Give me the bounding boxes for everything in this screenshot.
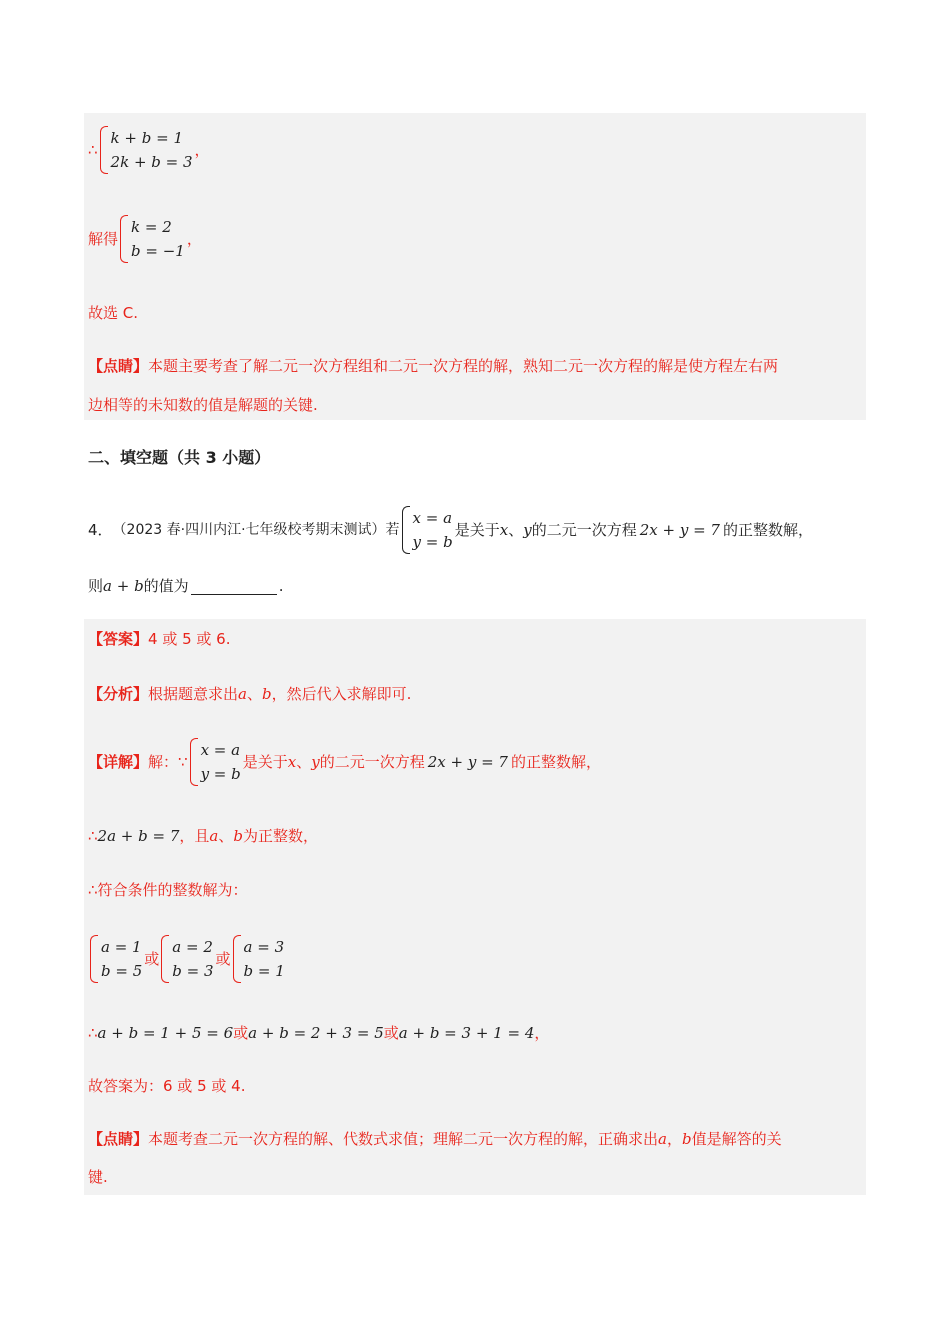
equation: 2x + y = 7 [639, 521, 720, 539]
var-a: a [238, 685, 247, 703]
or-word: 或 [233, 1024, 249, 1042]
question-number: 4． [88, 521, 113, 539]
system-row-2: y = b [200, 765, 241, 783]
question-text: 则 [88, 577, 104, 595]
system-row-2: b = 1 [243, 962, 285, 980]
var-y: y [523, 521, 532, 539]
var-b: b [233, 827, 243, 845]
equation: 2a + b = 7 [97, 827, 180, 845]
var-x: x [499, 521, 509, 539]
system-row-2: y = b [412, 533, 453, 551]
dianjing-text: 本题考查二元一次方程的解、代数式求值；理解二元一次方程的解，正确求出 [148, 1130, 659, 1148]
detail-text: ，且 [179, 827, 210, 845]
solution-line-system [88, 126, 210, 174]
choice-line: 故选 C. [88, 304, 139, 322]
or-word: 或 [215, 950, 231, 968]
system-row-2: b = −1 [131, 242, 185, 260]
system-row-1: a = 2 [172, 938, 213, 956]
therefore-symbol: ∴ [88, 141, 98, 159]
detail-line-3: ∴符合条件的整数解为： [88, 881, 248, 899]
therefore-symbol: ∴ [88, 1024, 98, 1042]
system-row-1: k + b = 1 [110, 129, 183, 147]
solution-line-result [88, 215, 202, 263]
punctuation: . [278, 577, 284, 595]
analysis-text: 根据题意求出 [148, 685, 239, 703]
dianjing-tag: 【点睛】 [88, 357, 149, 375]
var-b: b [262, 685, 272, 703]
system-row-1: a = 1 [101, 938, 142, 956]
answer-line [88, 629, 231, 649]
analysis-tag: 【分析】 [88, 685, 149, 703]
solve-label: 解得 [88, 230, 119, 248]
solution-system [233, 935, 285, 983]
detail-text: 为正整数， [242, 827, 318, 845]
detail-tag: 【详解】 [88, 753, 149, 771]
detail-text: 的正整数解， [510, 753, 601, 771]
left-brace-icon [402, 506, 410, 554]
dianjing-line-2: 边相等的未知数的值是解题的关键. [88, 396, 318, 414]
analysis-text: ，然后代入求解即可. [271, 685, 412, 703]
integer-solutions [88, 935, 287, 983]
sum-expression-1: a + b = 1 + 5 = 6 [97, 1024, 234, 1042]
separator: ， [666, 1130, 682, 1148]
var-x: x [287, 753, 297, 771]
equation: 2x + y = 7 [427, 753, 508, 771]
detail-text: 是关于 [242, 753, 288, 771]
left-brace-icon [90, 935, 98, 983]
system-row-1: x = a [200, 741, 241, 759]
solution-system [161, 935, 213, 983]
left-brace-icon [100, 126, 108, 174]
question-line-2 [88, 576, 283, 596]
solution-system [90, 935, 142, 983]
question-text: 是关于 [454, 521, 500, 539]
question-text: 的正整数解， [722, 521, 813, 539]
dianjing-line-1 [88, 356, 778, 376]
question-text: 的二元一次方程 [531, 521, 637, 539]
dianjing-tag: 【点睛】 [88, 1130, 149, 1148]
section-title: 二、填空题（共 3 小题） [88, 448, 271, 467]
punctuation: ， [194, 141, 210, 159]
detail-text: 的二元一次方程 [319, 753, 425, 771]
system-row-2: b = 5 [101, 962, 143, 980]
system-row-1: a = 3 [243, 938, 285, 956]
var-b: b [682, 1130, 692, 1148]
dianjing-line-1 [88, 1129, 782, 1149]
system-row-1: x = a [412, 509, 453, 527]
left-brace-icon [120, 215, 128, 263]
question-text: 的值为 [143, 577, 189, 595]
detail-line-2 [88, 826, 318, 846]
sum-expression-2: a + b = 2 + 3 = 5 [248, 1024, 384, 1042]
left-brace-icon [190, 738, 198, 786]
answer-blank[interactable] [191, 578, 277, 595]
system-row-2: b = 3 [172, 962, 214, 980]
question-line-1 [88, 506, 813, 554]
solution-panel-q4 [84, 619, 866, 1195]
var-a: a [658, 1130, 667, 1148]
punctuation: ， [534, 1024, 550, 1042]
dianjing-line-2: 键. [88, 1168, 108, 1186]
expression: a + b [103, 577, 144, 595]
separator: 、 [296, 753, 312, 771]
equation-system [190, 738, 241, 786]
system-row-1: k = 2 [131, 218, 172, 236]
equation-system [402, 506, 453, 554]
therefore-symbol: ∴ [88, 827, 98, 845]
sum-expression-3: a + b = 3 + 1 = 4 [398, 1024, 535, 1042]
left-brace-icon [233, 935, 241, 983]
or-word: 或 [383, 1024, 399, 1042]
answer-text: 4 或 5 或 6. [148, 630, 231, 648]
var-a: a [209, 827, 219, 845]
system-row-2: 2k + b = 3 [110, 153, 193, 171]
separator: 、 [508, 521, 524, 539]
punctuation: ， [186, 230, 202, 248]
or-word: 或 [144, 950, 160, 968]
detail-line-1 [88, 738, 601, 786]
analysis-line [88, 684, 411, 704]
sum-line [88, 1023, 549, 1043]
left-brace-icon [161, 935, 169, 983]
separator: 、 [246, 685, 262, 703]
detail-text: 解：∵ [148, 753, 188, 771]
final-answer-line: 故答案为：6 或 5 或 4. [88, 1077, 246, 1095]
dianjing-text: 值是解答的关 [691, 1130, 782, 1148]
equation-system [100, 126, 193, 174]
var-y: y [311, 753, 320, 771]
dianjing-text: 本题主要考查了解二元一次方程组和二元一次方程的解，熟知二元一次方程的解是使方程左右两 [148, 357, 779, 375]
question-source: （2023 春·四川内江·七年级校考期末测试）若 [112, 522, 400, 538]
equation-system [120, 215, 185, 263]
answer-tag: 【答案】 [88, 630, 149, 648]
separator: 、 [218, 827, 234, 845]
